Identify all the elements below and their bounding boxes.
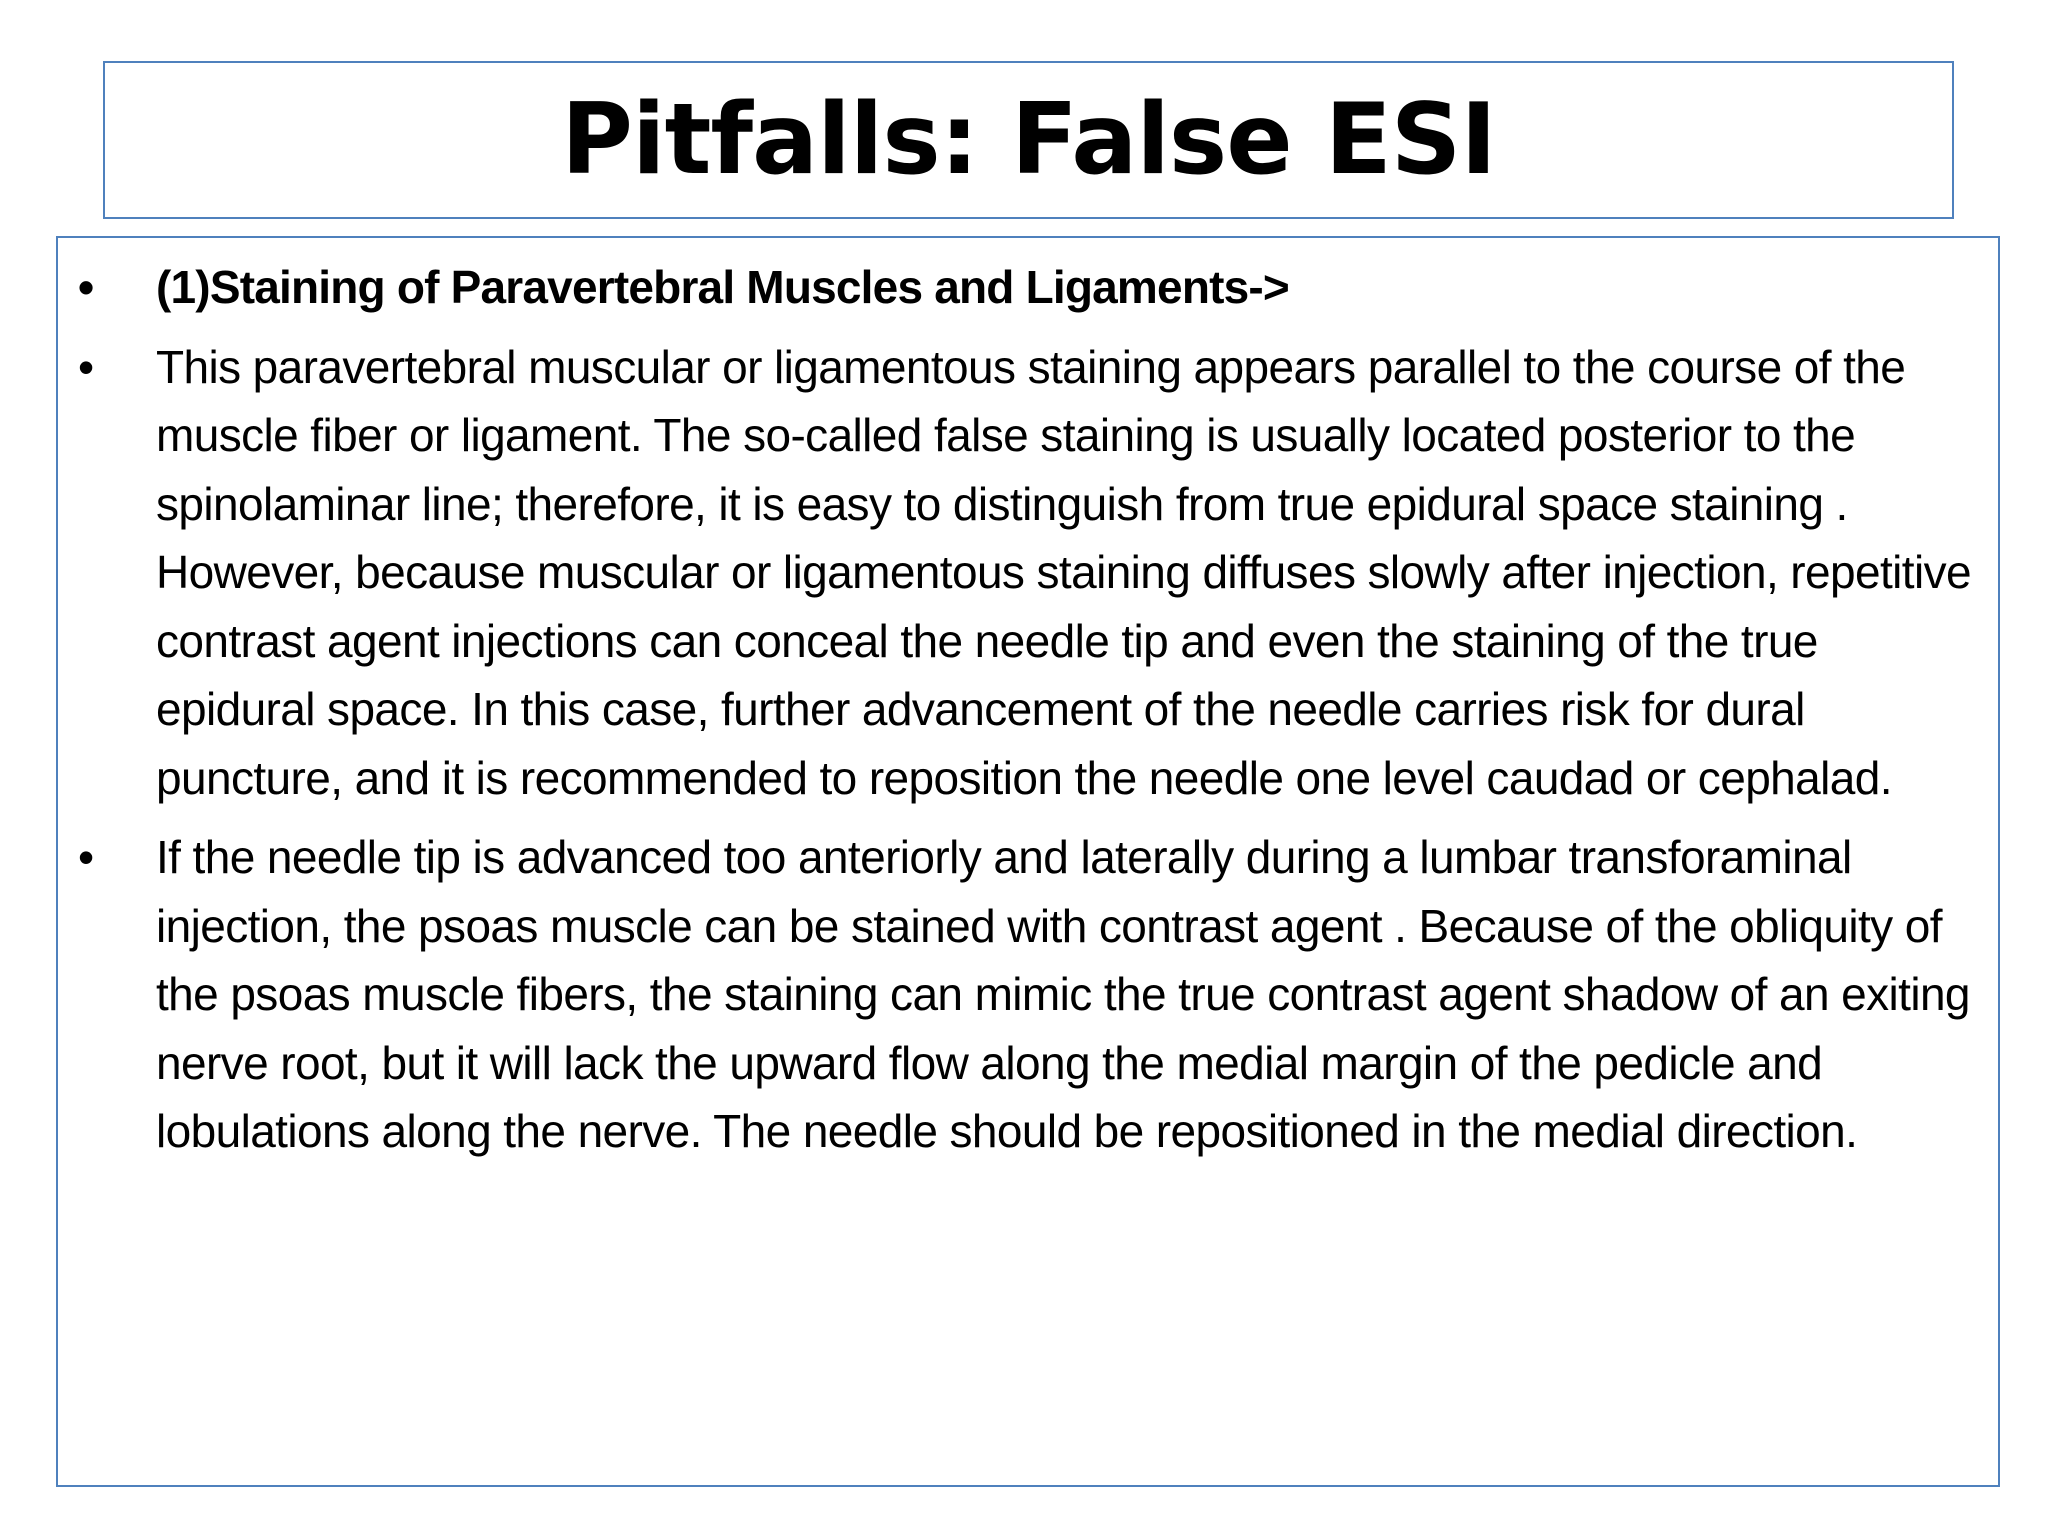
content-box — [56, 236, 2000, 1487]
bullet-icon: • — [78, 831, 94, 883]
bullet-item-psoas-staining — [58, 823, 2002, 1166]
bullet-item-paravertebral-staining — [58, 333, 2002, 813]
bullet-item-heading — [58, 253, 2002, 322]
bullet-icon: • — [78, 340, 94, 393]
bullet-text: This paravertebral muscular or ligamentous staining appears parallel to the course of the muscle fiber or ligament. The so-called false staining is usually located posterior to the spinolaminar line; therefore, it is easy to distinguish from true epidural space staining . However, because muscular or ligamentous staining diffuses slowly after injection, repetitive contrast agent injections can conceal the needle tip and even the staining of the true epidural space. In this case, further advancement of the needle carries risk for dural puncture, and it is recommended to reposition the needle one level caudad or cephalad. — [156, 340, 1971, 804]
bullet-text: (1)Staining of Paravertebral Muscles and Ligaments-> — [156, 261, 1289, 313]
bullet-text: If the needle tip is advanced too anteriorly and laterally during a lumbar transforaminal injection, the psoas muscle can be stained with contrast agent . Because of the obliquity of the psoas muscle fibers, the staining can mimic the true contrast agent shadow of an exiting nerve root, but it will lack the upward flow along the medial margin of the pedicle and lobulations along the nerve. The needle should be repositioned in the medial direction. — [156, 831, 1970, 1157]
slide-title: Pitfalls: False ESI — [561, 83, 1496, 197]
bullet-list — [58, 253, 2002, 1177]
title-box — [103, 61, 1954, 219]
bullet-icon: • — [78, 261, 94, 313]
